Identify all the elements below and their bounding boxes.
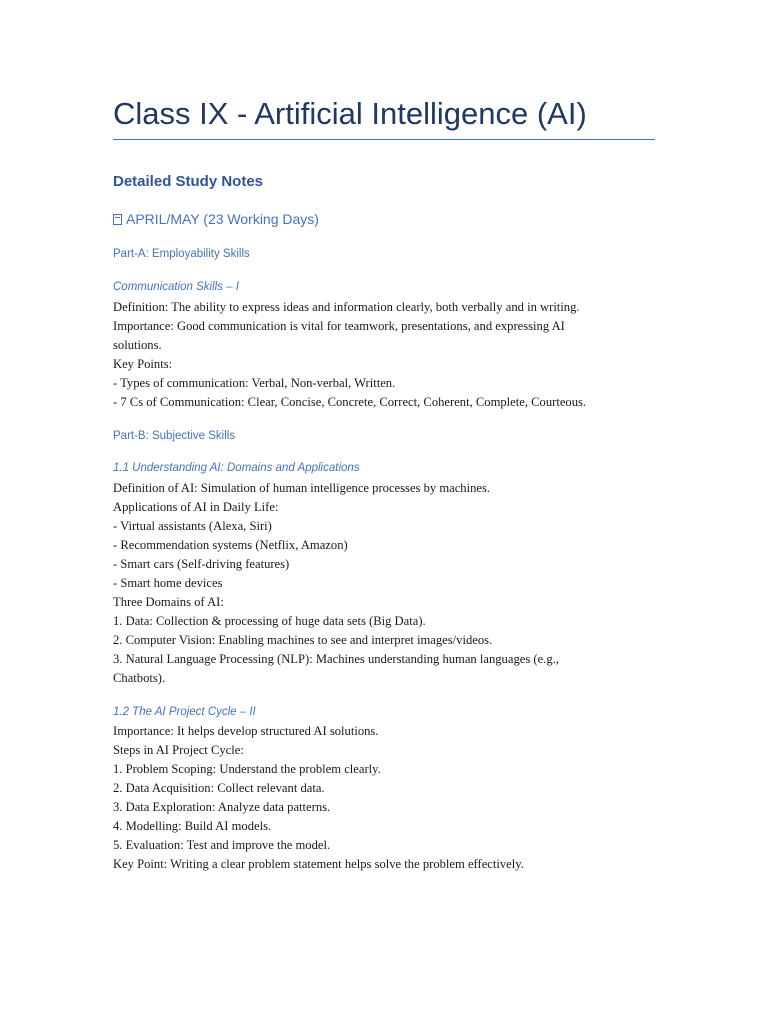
section-1-2-heading: 1.2 The AI Project Cycle – II xyxy=(113,706,256,718)
title-underline xyxy=(113,139,655,140)
communication-skills-body xyxy=(113,298,658,412)
text-line: Applications of AI in Daily Life: xyxy=(113,500,279,514)
communication-skills-heading: Communication Skills – I xyxy=(113,281,239,293)
text-line: Key Point: Writing a clear problem statement helps solve the problem effectively. xyxy=(113,857,524,871)
text-line: Definition: The ability to express ideas and information clearly, both verbally and in writing. xyxy=(113,300,580,314)
section-1-2-body xyxy=(113,722,658,874)
text-line: - Virtual assistants (Alexa, Siri) xyxy=(113,519,272,533)
text-line: 4. Modelling: Build AI models. xyxy=(113,819,272,833)
calendar-icon xyxy=(113,214,122,225)
text-line: 3. Natural Language Processing (NLP): Machines understanding human languages (e.g., xyxy=(113,652,559,666)
month-heading xyxy=(113,209,319,229)
text-line: 3. Data Exploration: Analyze data patterns. xyxy=(113,800,331,814)
document-subtitle: Detailed Study Notes xyxy=(113,173,264,190)
text-line: solutions. xyxy=(113,338,162,352)
text-line: Definition of AI: Simulation of human intelligence processes by machines. xyxy=(113,481,491,495)
text-line: 1. Data: Collection & processing of huge data sets (Big Data). xyxy=(113,614,426,628)
text-line: 2. Computer Vision: Enabling machines to see and interpret images/videos. xyxy=(113,633,493,647)
text-line: - 7 Cs of Communication: Clear, Concise, Concrete, Correct, Coherent, Complete, Courteous. xyxy=(113,395,587,409)
month-heading-text: APRIL/MAY (23 Working Days) xyxy=(126,211,319,227)
text-line: Three Domains of AI: xyxy=(113,595,224,609)
text-line: Importance: Good communication is vital for teamwork, presentations, and expressing AI xyxy=(113,319,565,333)
text-line: - Smart home devices xyxy=(113,576,223,590)
section-1-1-heading: 1.1 Understanding AI: Domains and Applications xyxy=(113,462,360,474)
text-line: 1. Problem Scoping: Understand the problem clearly. xyxy=(113,762,381,776)
part-b-heading: Part-B: Subjective Skills xyxy=(113,430,236,442)
text-line: Importance: It helps develop structured AI solutions. xyxy=(113,724,379,738)
document-title: Class IX - Artificial Intelligence (AI) xyxy=(113,96,587,131)
text-line: Chatbots). xyxy=(113,671,166,685)
text-line: Steps in AI Project Cycle: xyxy=(113,743,244,757)
section-1-1-body xyxy=(113,479,658,688)
text-line: Key Points: xyxy=(113,357,173,371)
text-line: 5. Evaluation: Test and improve the model. xyxy=(113,838,331,852)
text-line: 2. Data Acquisition: Collect relevant data. xyxy=(113,781,325,795)
text-line: - Smart cars (Self-driving features) xyxy=(113,557,290,571)
text-line: - Recommendation systems (Netflix, Amazon) xyxy=(113,538,348,552)
part-a-heading: Part-A: Employability Skills xyxy=(113,248,250,260)
text-line: - Types of communication: Verbal, Non-verbal, Written. xyxy=(113,376,396,390)
